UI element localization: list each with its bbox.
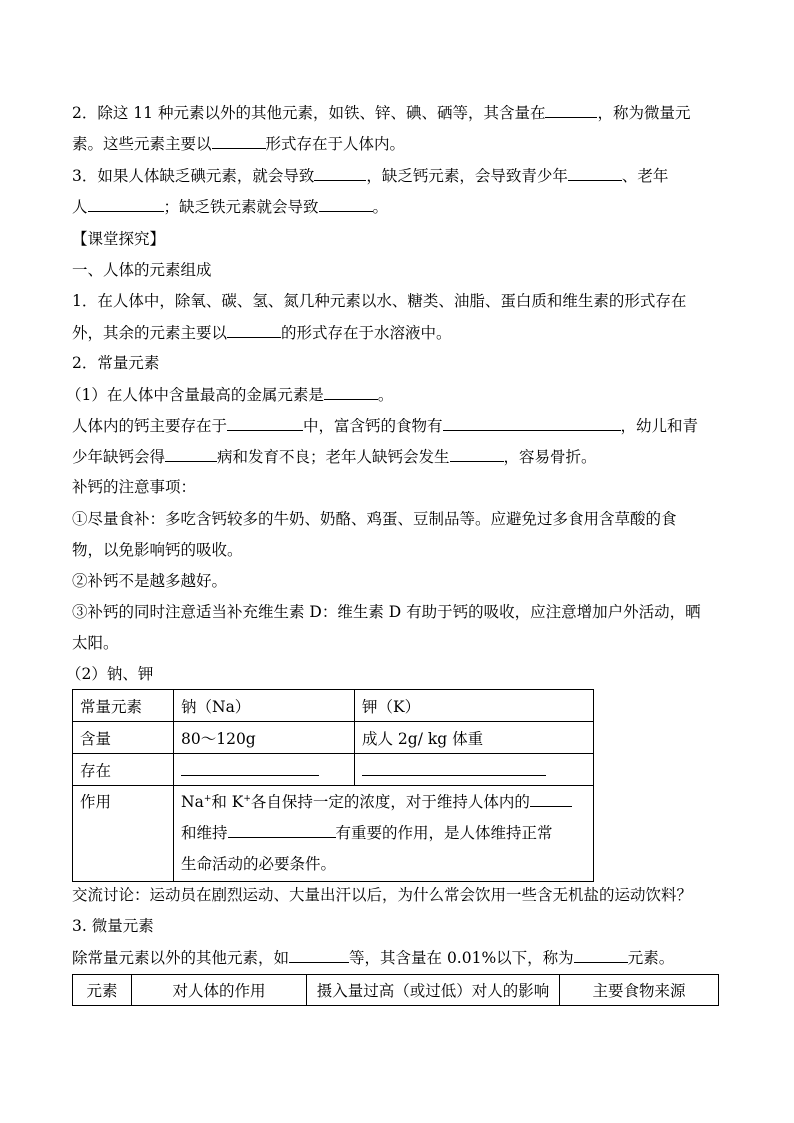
trace-element-line xyxy=(72,946,674,969)
text: 有重要的作用，是人体维持正常 xyxy=(335,824,553,842)
role-line-2 xyxy=(181,818,586,849)
k-symbol: 和 K xyxy=(211,793,244,811)
row-label: 作用 xyxy=(73,786,174,882)
fill-blank[interactable] xyxy=(181,759,319,776)
fill-blank[interactable] xyxy=(227,321,281,338)
text: ；缺乏铁元素就会导致 xyxy=(163,198,319,216)
sodium-potassium-table xyxy=(72,689,594,882)
header-cell: 主要食物来源 xyxy=(560,975,719,1006)
na-symbol: Na xyxy=(181,793,204,811)
text: ，幼儿和青 xyxy=(620,417,699,435)
sub-item-1 xyxy=(66,383,393,406)
sub-item-2: （2）钠、钾 xyxy=(66,665,154,683)
role-cell xyxy=(174,786,594,882)
text: 病和发育不良；老年人缺钙会发生 xyxy=(217,448,450,466)
text: 、老年 xyxy=(621,167,669,185)
fill-blank[interactable] xyxy=(88,195,164,212)
header-cell: 对人体的作用 xyxy=(132,975,307,1006)
text: 各自保持一定的浓度，对于维持人体内的 xyxy=(250,793,530,811)
discussion-question: 交流讨论：运动员在剧烈运动、大量出汗以后，为什么常会饮用一些含无机盐的运动饮料？ xyxy=(72,886,693,904)
fill-blank[interactable] xyxy=(319,195,373,212)
question-2-line-2 xyxy=(72,132,405,155)
question-3-line-2 xyxy=(72,195,388,218)
text: ，称为微量元 xyxy=(597,104,691,122)
text: 中，富含钙的食物有 xyxy=(303,417,443,435)
header-cell: 元素 xyxy=(73,975,132,1006)
item-1-line-2 xyxy=(72,321,452,344)
text: ，缺乏钙元素，会导致青少年 xyxy=(366,167,568,185)
trace-element-table xyxy=(72,974,719,1006)
note-2: ②补钙不是越多越好。 xyxy=(72,572,228,590)
text: （1）在人体中含量最高的金属元素是 xyxy=(66,386,324,404)
table-row xyxy=(73,690,594,722)
role-line-3: 生命活动的必要条件。 xyxy=(181,855,337,873)
fill-blank[interactable] xyxy=(574,946,628,963)
text: 外，其余的元素主要以 xyxy=(72,324,228,342)
fill-blank[interactable] xyxy=(212,132,266,149)
calcium-notes-heading: 补钙的注意事项： xyxy=(72,478,197,496)
na-charge: + xyxy=(203,793,212,804)
row-label: 存在 xyxy=(73,754,174,786)
header-cell: 摄入量过高（或过低）对人的影响 xyxy=(307,975,560,1006)
potassium-content: 成人 2g/ kg 体重 xyxy=(355,722,594,754)
fill-blank[interactable] xyxy=(545,101,597,118)
text: 素。这些元素主要以 xyxy=(72,135,212,153)
fill-blank[interactable] xyxy=(228,821,336,838)
table-row xyxy=(73,786,594,882)
item-2-heading: 2．常量元素 xyxy=(72,354,160,372)
fill-blank[interactable] xyxy=(568,164,622,181)
fill-blank[interactable] xyxy=(314,164,366,181)
fill-blank[interactable] xyxy=(289,946,349,963)
text: 形式存在于人体内。 xyxy=(265,135,406,153)
text: 的形式存在于水溶液中。 xyxy=(281,324,452,342)
text: 2．除这 11 种元素以外的其他元素，如铁、锌、碘、硒等，其含量在 xyxy=(72,104,546,122)
table-row xyxy=(73,975,719,1006)
sodium-existence-cell xyxy=(174,754,355,786)
text: ，容易骨折。 xyxy=(503,448,597,466)
text: 除常量元素以外的其他元素，如 xyxy=(72,949,290,967)
note-1-line-1: ①尽量食补：多吃含钙较多的牛奶、奶酪、鸡蛋、豆制品等。应避免过多食用含草酸的食 xyxy=(72,510,677,528)
fill-blank[interactable] xyxy=(530,790,572,807)
section-heading-class-inquiry: 【课堂探究】 xyxy=(72,230,166,248)
text: 3．如果人体缺乏碘元素，就会导致 xyxy=(72,167,315,185)
role-line-1 xyxy=(181,787,586,818)
row-label: 含量 xyxy=(73,722,174,754)
header-cell: 常量元素 xyxy=(73,690,174,722)
calcium-line-2 xyxy=(72,445,597,468)
section-heading-element-composition: 一、人体的元素组成 xyxy=(72,261,212,279)
note-3-line-1: ③补钙的同时注意适当补充维生素 D：维生素 D 有助于钙的吸收，应注意增加户外活动，晒 xyxy=(72,603,701,621)
fill-blank[interactable] xyxy=(227,414,303,431)
potassium-existence-cell xyxy=(355,754,594,786)
question-3-line-1 xyxy=(72,164,668,187)
question-2-line-1 xyxy=(72,101,690,124)
text: 少年缺钙会得 xyxy=(72,448,166,466)
note-3-line-2: 太阳。 xyxy=(72,634,119,652)
text: 。 xyxy=(372,198,389,216)
calcium-line-1 xyxy=(72,414,698,437)
fill-blank[interactable] xyxy=(362,759,546,776)
item-3-heading: 3. 微量元素 xyxy=(72,917,154,935)
fill-blank[interactable] xyxy=(165,445,217,462)
text: 和维持 xyxy=(181,824,228,842)
k-charge: + xyxy=(243,793,251,804)
text: 人 xyxy=(72,198,88,216)
text: 元素。 xyxy=(627,949,675,967)
table-row xyxy=(73,754,594,786)
fill-blank[interactable] xyxy=(443,414,621,431)
table-row xyxy=(73,722,594,754)
text: 。 xyxy=(377,386,394,404)
header-cell: 钾（K） xyxy=(355,690,594,722)
fill-blank[interactable] xyxy=(324,383,378,400)
item-1-line-1: 1．在人体中，除氧、碳、氢、氮几种元素以水、糖类、油脂、蛋白质和维生素的形式存在 xyxy=(72,292,687,310)
text: 人体内的钙主要存在于 xyxy=(72,417,228,435)
text: 等，其含量在 0.01%以下，称为 xyxy=(349,949,574,967)
fill-blank[interactable] xyxy=(450,445,504,462)
header-cell: 钠（Na） xyxy=(174,690,355,722)
note-1-line-2: 物，以免影响钙的吸收。 xyxy=(72,541,243,559)
sodium-content: 80～120g xyxy=(174,722,355,754)
